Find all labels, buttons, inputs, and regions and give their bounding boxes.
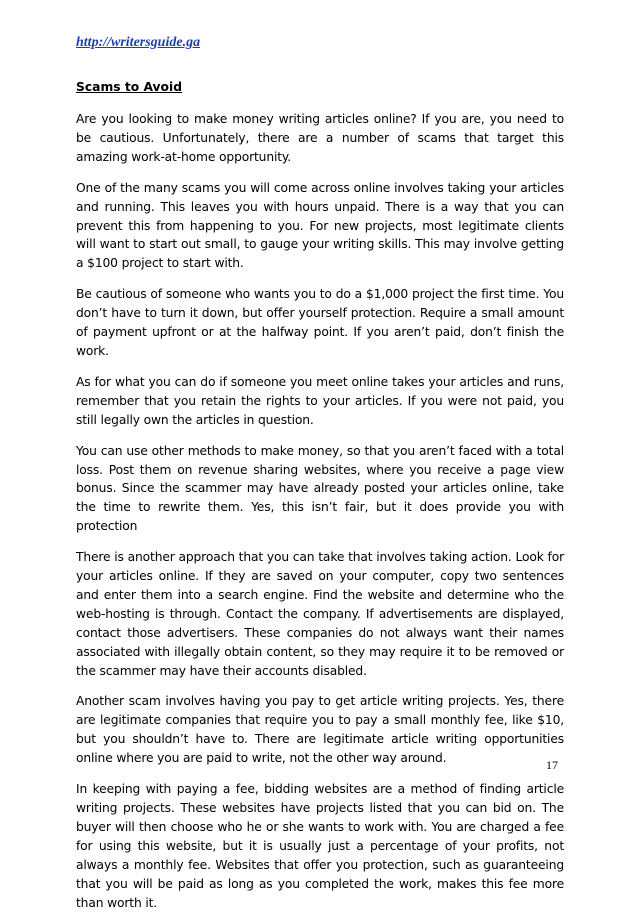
- paragraph: Are you looking to make money writing articles online? If you are, you need to be cautious. Unfortunately, there are a number of scams that target this amazing work-at-home opportunity.: [76, 112, 564, 164]
- document-page: [76, 34, 564, 924]
- page-number: 17: [546, 758, 558, 772]
- paragraph: There is another approach that you can take that involves taking action. Look for your articles online. If they are saved on your computer, copy two sentences and enter them into a search engine. Find the website and determine who the web-hosting is through. Contact the company. If advertisements are displayed, contact those advertisers. These companies do not always want their names associated with illegally obtain content, so they may require it to be removed or the scammer may have their accounts disabled.: [76, 550, 564, 678]
- paragraph: Another scam involves having you pay to get article writing projects. Yes, there are legitimate companies that require you to pay a small monthly fee, like $10, but you shouldn’t have to. There are legitimate article writing opportunities online where you are paid to write, not the other way around.: [76, 694, 564, 766]
- paragraph: You can use other methods to make money, so that you aren’t faced with a total loss. Post them on revenue sharing websites, where you receive a page view bonus. Since the scammer may have already posted your articles online, take the time to rewrite them. Yes, this isn’t fair, but it does provide you with protection: [76, 443, 564, 534]
- paragraph: In keeping with paying a fee, bidding websites are a method of finding article writing projects. These websites have projects listed that you can bid on. The buyer will then choose who he or she wants to work with. You are charged a fee for using this website, but it is usually just a percentage of your profits, not always a monthly fee. Websites that offer you protection, such as guaranteeing that you will be paid as long as you completed the work, makes this fee more than worth it.: [76, 782, 564, 910]
- paragraph: As for what you can do if someone you meet online takes your articles and runs, remember that you retain the rights to your articles. If you were not paid, you still legally own the articles in question.: [76, 374, 564, 427]
- header-url-link[interactable]: http://writersguide.ga: [76, 35, 201, 50]
- paragraph: Be cautious of someone who wants you to do a $1,000 project the first time. You don’t have to turn it down, but offer yourself protection. Require a small amount of payment upfront or at the halfway point. If you aren’t paid, don’t finish the work.: [76, 287, 564, 358]
- section-title: Scams to Avoid: [76, 80, 183, 94]
- paragraph: One of the many scams you will come across online involves taking your articles and running. This leaves you with hours unpaid. There is a way that you can prevent this from happening to you. For new projects, most legitimate clients will want to start out small, to gauge your writing skills. This may involve getting a $100 project to start with.: [76, 180, 564, 271]
- body-text: [76, 110, 564, 912]
